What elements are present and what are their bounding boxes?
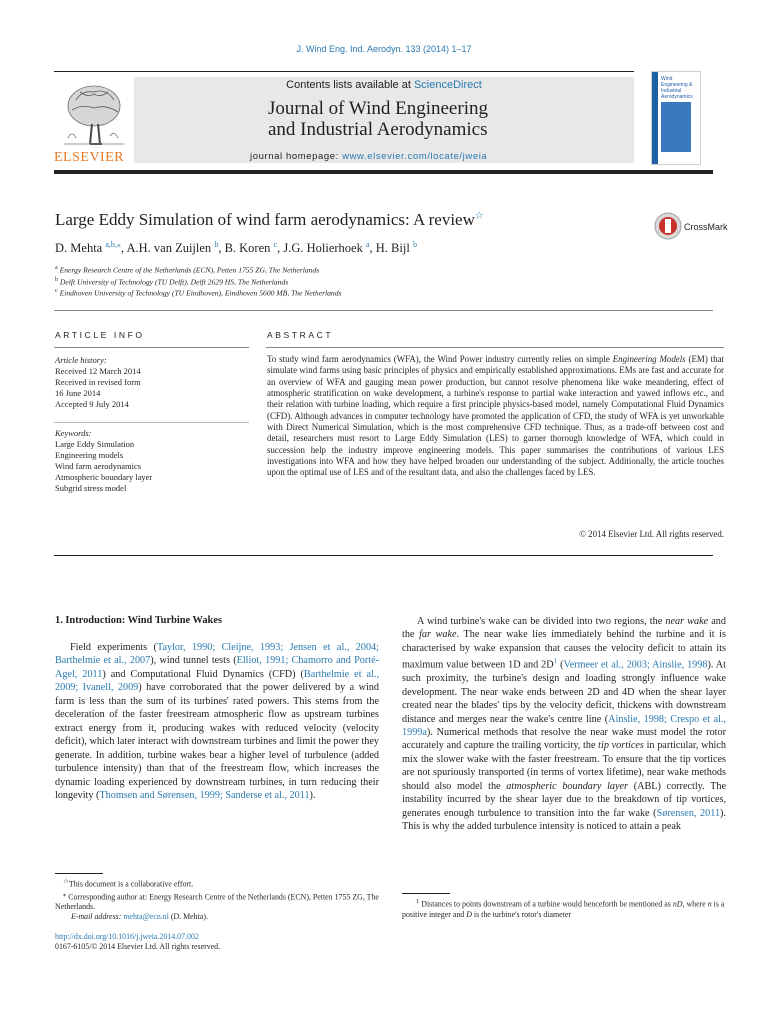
- abstract-heading: ABSTRACT: [267, 330, 334, 340]
- emphasis-text: tip vortices: [598, 740, 644, 752]
- journal-title-line2: and Industrial Aerodynamics: [268, 119, 488, 140]
- author-affil-sup[interactable]: a: [365, 240, 370, 249]
- header-separator: [54, 310, 713, 311]
- author-name: H. Bijl: [375, 241, 410, 256]
- elsevier-wordmark: ELSEVIER: [54, 150, 125, 165]
- footnotes-left: ☆This document is a collaborative effort. ⁎ Corresponding author at: Energy Research Centre of the Netherlands (ECN), Petten 1755 ZG, The Netherlands. E-mail address: mehta@ecn.nl (D. Mehta). http://dx.doi.org/10.1016/j.jweia.2014.07.002 0167-6105/© 2014 Elsevier Ltd. All rights reserved.: [55, 878, 379, 952]
- article-title-text: Large Eddy Simulation of wind farm aerodynamics: A review: [55, 210, 475, 229]
- author-affil-sup[interactable]: b: [412, 240, 417, 249]
- intro-paragraph: [55, 641, 379, 802]
- body-text: in particular, which mix the slower wake with the faster freestream. To ensure that the tip vortices are not spuriously transported (in terms of vortex lifetime), near wake methods should also model the: [402, 740, 726, 792]
- history-label: Article history:: [55, 355, 107, 365]
- body-text: Field experiments (: [70, 642, 157, 653]
- keyword: Subgrid stress model: [55, 483, 127, 493]
- citation-link[interactable]: Taylor, 1990; Cleijne, 1993; Jensen et al., 2004; Barthelmie et al., 2007: [55, 642, 379, 667]
- keywords-label: Keywords:: [55, 428, 92, 438]
- author-name: D. Mehta: [55, 241, 103, 256]
- body-text: ) and Computational Fluid Dynamics (CFD) (: [102, 668, 304, 680]
- author-name: B. Koren: [224, 241, 271, 256]
- cover-spine: [652, 72, 658, 164]
- citation-link[interactable]: Barthelmie et al., 2009; Ivanell, 2009: [55, 668, 379, 694]
- body-text: A wind turbine's wake can be divided into two regions, the: [417, 616, 666, 627]
- journal-title-line1: Journal of Wind Engineering: [268, 98, 488, 119]
- journal-homepage: [250, 151, 487, 162]
- body-text: . The near wake lies immediately behind the turbine and it is characterised by wake expansion that causes the velocity deficit to attain its maximum value between 1D and 2D: [402, 629, 726, 671]
- body-text: ). Numerical methods that resolve the near wake must model the rotor accurately and capture the trailing vorticity, the: [402, 727, 726, 752]
- body-left-column: [55, 641, 379, 802]
- footnote-rule-right: [402, 893, 450, 894]
- star-footnote: This document is a collaborative effort.: [68, 879, 194, 889]
- emphasis-text: near wake: [665, 616, 709, 627]
- keyword: Large Eddy Simulation: [55, 439, 135, 449]
- crossmark-label[interactable]: CrossMark: [684, 222, 728, 232]
- journal-title: [268, 98, 488, 140]
- article-info-heading: ARTICLE INFO: [55, 330, 145, 340]
- citation-link[interactable]: Vermeer et al., 2003; Ainslie, 1998: [563, 659, 708, 671]
- footnote-ref[interactable]: 1: [553, 657, 558, 666]
- footnote-right: $^1$ Distances to points downstream of a turbine would henceforth be mentioned as nD, where n is a positive integer and D is the turbine's rotor's diameter: [402, 898, 725, 919]
- doi-link[interactable]: http://dx.doi.org/10.1016/j.jweia.2014.07.002: [55, 932, 199, 942]
- body-text: (ABL) correctly. The instability incurred by the shear layer due to the breakdown of tip vortices, generates enough turbulence to transition into the far wake (: [402, 780, 726, 819]
- body-right-column: [402, 615, 726, 834]
- citation-link[interactable]: Thomsen and Sørensen, 1999; Sanderse et al., 2011: [99, 789, 310, 801]
- cover-image: [661, 102, 691, 152]
- journal-cover[interactable]: [651, 71, 701, 165]
- history-item: Received 12 March 2014: [55, 366, 141, 376]
- contents-prefix: Contents lists available at: [286, 79, 414, 91]
- elsevier-tree-logo: [54, 78, 132, 150]
- article-info-rule: [54, 347, 249, 348]
- author-name: J.G. Holierhoek: [283, 241, 363, 256]
- body-text: ) have corroborated that the power delivered by a wind farm is less than the sum of its turbines' rated powers. This stems from the deceleration of the faster freestream atmospheric flow as upstream turbines extract energy from it, producing wakes with reduced velocity (velocity deficit), which later interact with downstream turbines and limit the power they generate. In addition, turbine wakes bear a higher level of turbulence (added turbulence intensity) than that of the freestream flow, which increases the dynamic loading experienced by downstream turbines, in turn reducing their longevity (: [55, 682, 379, 801]
- affiliation: $^c$ Eindhoven University of Technology (TU Eindhoven), Eindhoven 5600 MB, The Netherlands: [55, 288, 342, 298]
- footnote-rule-left: [55, 873, 103, 874]
- author-list: D. Mehta $^{a,b,⁎}$, A.H. van Zuijlen $^b$, B. Koren $^c$, J.G. Holierhoek $^a$, H. Bijl $^b$: [55, 240, 417, 256]
- front-matter-separator: [54, 555, 713, 556]
- section-heading: 1. Introduction: Wind Turbine Wakes: [55, 615, 222, 626]
- author-name: A.H. van Zuijlen: [126, 241, 212, 256]
- body-text: and the: [402, 616, 726, 641]
- article-title: [55, 210, 484, 230]
- keywords-rule: [54, 422, 249, 423]
- masthead-top-rule: [54, 71, 634, 72]
- citation-link[interactable]: Elliot, 1991; Chamorro and Porté-Agel, 2011: [55, 655, 379, 680]
- masthead-bottom-rule: [54, 170, 713, 174]
- keyword: Wind farm aerodynamics: [55, 461, 142, 471]
- affiliation: $^a$ Energy Research Centre of the Netherlands (ECN), Petten 1755 ZG, The Netherlands: [55, 265, 320, 275]
- corresponding-author-note: Corresponding author at: Energy Research Centre of the Netherlands (ECN), Petten 1755 ZG, The Netherlands.: [55, 892, 379, 912]
- sciencedirect-link[interactable]: ScienceDirect: [413, 79, 482, 91]
- citation-link[interactable]: Ainslie, 1998; Crespo et al., 1999a: [402, 713, 726, 739]
- body-text: ).: [309, 789, 316, 801]
- history-item: Received in revised form: [55, 377, 141, 387]
- abstract-text: To study wind farm aerodynamics (WFA), the Wind Power industry currently relies on simple Engineering Models (EM) that simulate wind farms using basic principles of physics and empirically established approximations. EMs are fast and accurate for an overview of WFA and gauging mean power production, but cannot resolve phenomena like wake meandering, effect of atmospheric stratification on wake development, a turbine's response to partial wake interaction and yawed inflows etc., and their relation with turbine loading, which require a first principle physics-based model, namely Computational Fluid Dynamics (CFD). Although advances in computer technology have promoted the application of CFD, the study of WFA is yet unworkable with Direct Numerical Simulation, which is the most comprehensive CFD technique. Thus, as a trade-off between cost and detail, researchers must resort to Large Eddy Simulation (LES) to garner thorough knowledge of WFA, which could in succession help the industry improve engineering models. This paper summarises the contributions of various LES investigations into WFA and how they have helped broaden our understanding of the subject. Additionally, the article touches upon the optimal use of LES and of the resultant data, and also the challenges faced by LES.: [267, 354, 724, 478]
- homepage-link[interactable]: www.elsevier.com/locate/jweia: [342, 151, 488, 162]
- journal-citation[interactable]: J. Wind Eng. Ind. Aerodyn. 133 (2014) 1–17: [296, 44, 472, 54]
- email-link[interactable]: mehta@ecn.nl: [123, 912, 169, 922]
- citation-link[interactable]: Sørensen, 2011: [656, 807, 721, 819]
- affiliation: $^b$ Delft University of Technology (TU Delft), Delft 2629 HS, The Netherlands: [55, 277, 289, 287]
- history-item: 16 June 2014: [55, 388, 101, 398]
- author-affil-sup[interactable]: b: [214, 240, 219, 249]
- keyword: Atmospheric boundary layer: [55, 472, 153, 482]
- emphasis-text: far wake: [419, 629, 457, 641]
- keyword: Engineering models: [55, 450, 124, 460]
- emphasis-text: atmospheric boundary layer: [506, 780, 628, 792]
- wake-paragraph: [402, 615, 726, 834]
- body-text: ). At such proximity, the turbine's design and loading strongly influence wake development. The near wake ends between 2D and 4D when the shear layer created near the blades' tips by the velocity deficit, thickens with downstream distance and merges near the wake's centre line (: [402, 659, 726, 725]
- article-history: [55, 355, 141, 410]
- title-star-footnote[interactable]: ☆: [474, 210, 484, 222]
- crossmark-icon[interactable]: [654, 211, 682, 241]
- body-text: ), wind tunnel tests (: [150, 655, 237, 667]
- abstract-rule: [266, 347, 724, 348]
- body-text: ). This is why the added turbulence intensity is noticed to attain a peak: [402, 807, 726, 833]
- keywords: [55, 428, 152, 494]
- issn-line: 0167-6105/© 2014 Elsevier Ltd. All rights reserved.: [55, 942, 221, 952]
- abstract-copyright: © 2014 Elsevier Ltd. All rights reserved.: [579, 529, 724, 539]
- author-affil-sup[interactable]: a,b,⁎: [105, 240, 121, 249]
- body-text: (: [557, 659, 564, 671]
- homepage-label: journal homepage:: [250, 151, 343, 162]
- contents-line: [134, 79, 634, 91]
- history-item: Accepted 9 July 2014: [55, 399, 129, 409]
- cover-title: Wind Engineering & Industrial Aerodynamics: [661, 76, 693, 100]
- author-affil-sup[interactable]: c: [273, 240, 278, 249]
